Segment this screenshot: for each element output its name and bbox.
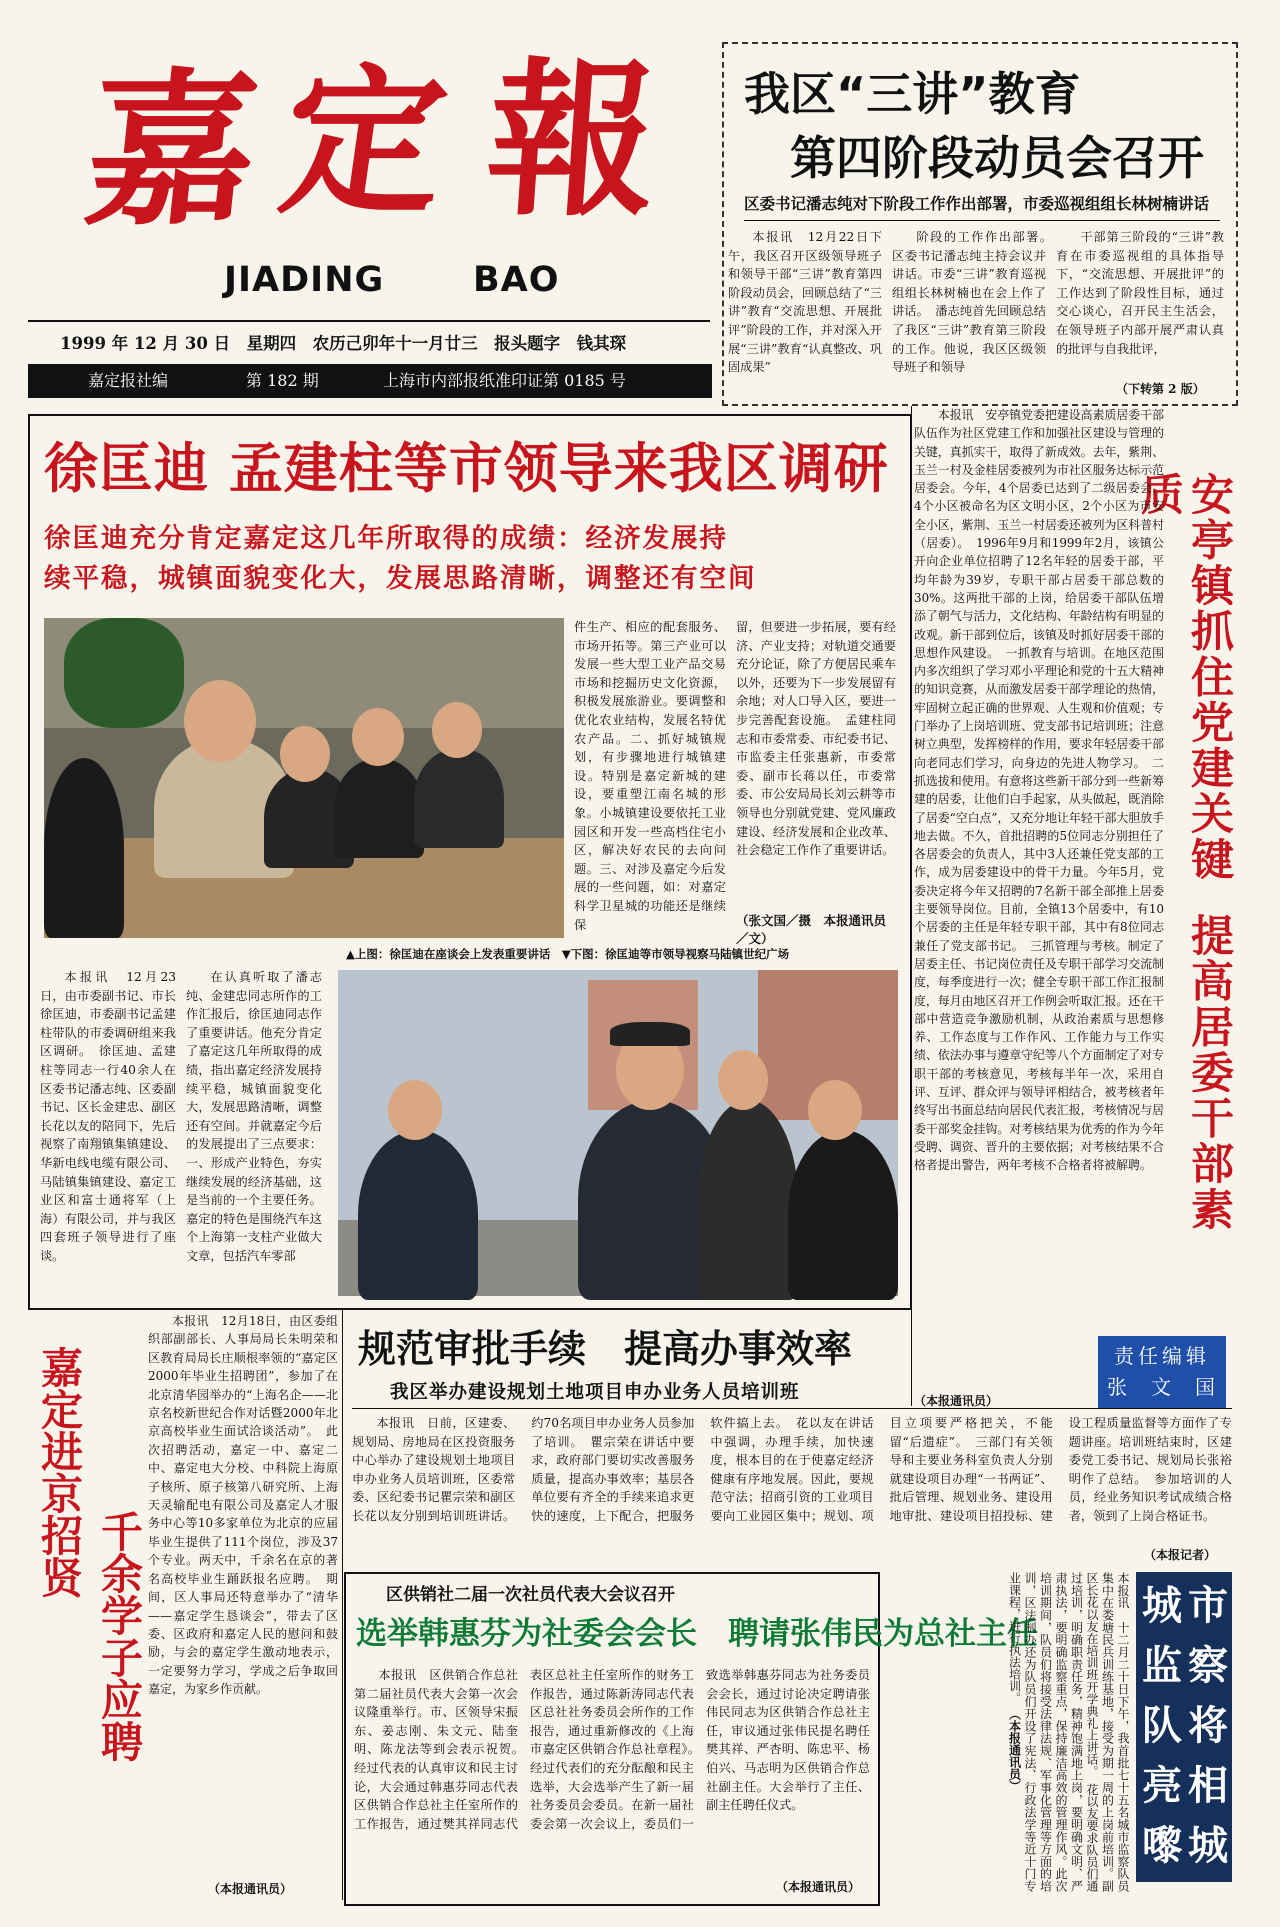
photo-person-9 bbox=[788, 1130, 898, 1300]
story3-byline: （本报通讯员） bbox=[914, 1394, 999, 1408]
story7-title-col-1 bbox=[1186, 1576, 1230, 1876]
photo-head-2 bbox=[280, 726, 330, 782]
photo-hat bbox=[610, 1022, 690, 1046]
story1-text-1: 本报讯 12月22日下午，我区召开区级领导班子和领导干部“三讲”教育第四阶段动员会，回顾总结了“三讲”教育“交流思想、开展批评”阶段的工作，并对深入开展“三讲”教育“认真整改、巩固成果” bbox=[728, 230, 882, 375]
photo-head-3 bbox=[352, 708, 404, 766]
story5-text: 本报讯 日前，区建委、规划局、房地局在区投资服务中心举办了建设规划土地项目申办业务人员培训班，区委常委、区纪委书记瞿宗荣和副区长花以友分别到培训班讲话。约70名项目申办业务人员参加了培训。 瞿宗荣在讲话中要求，政府部门要切实改善服务质量，提高办事效率；基层各单位要有齐全的手续来追求更快的速度，上下配合，把服务软件搞上去。 花以友在讲话中强调，办理手续，加快速度，根本目的在于使嘉定经济健康有序地发展。因此，要规范守法；招商引资的工业项目要向工业园区集中；规划、项目立项要严格把关，不能留“后遗症”。 三部门有关领导和主要业务科室负责人分别就建设项目办理“一书两证”、批后管理、规划业务、建设用地审批、建设项目招投标、建设工程质量监督等方面作了专题讲座。培训班结束时，区建委党工委书记、规划局长张裕明作了总结。 参加培训的人员，经业务知识考试成绩合格者，领到了上岗合格证书。 bbox=[352, 1416, 1232, 1523]
story7-byline: （本报通讯员） bbox=[1007, 1707, 1022, 1792]
story7-char-4: 队 bbox=[1142, 1702, 1182, 1749]
masthead-char-1: 嘉 bbox=[77, 51, 267, 249]
issue-bar bbox=[28, 364, 712, 398]
story2-text-c: 件生产、相应的配套服务、市场开拓等。第三产业可以发展一些大型工业产品交易市场和挖掘历史文化资源，积极发展旅游业。要调整和优化农业结构，发展名特优农产品。二、抓好城镇规划，有步骤地进行城镇建设。特别是嘉定新城的建设，要重塑江南名城的形象。小城镇建设要依托工业园区和开发一些高档住宅小区，解决好农民的去向问题。三、对涉及嘉定今后发展的一些问题，如：对嘉定科学卫星城的功能还是继续保 bbox=[574, 620, 726, 932]
story3-text: 本报讯 安亭镇党委把建设高素质居委干部队伍作为社区党建工作和加强社区建设与管理的关键，真抓实干，取得了新成效。去年，紫荆、玉兰一村及金桂居委被列为市社区服务达标示范居委会。今年，4个居委已达到了二级居委会，4个小区被命名为区文明小区，2个小区为市安全小区，紫荆、玉兰一村居委还被列为区科普村（居委）。 1996年9月和1999年2月，该镇公开向企业单位招聘了12名年轻的居委干部，平均年龄为39岁，专职干部占居委干部总数的30%。这两批干部的上岗，给居委干部队伍增添了朝气与活力，文化结构、年龄结构有明显的改观。新干部到位后，该镇及时抓好居委干部的思想作风建设。 一抓教育与培训。在地区范围内多次组织了学习邓小平理论和党的十五大精神的知识竞赛，从而激发居委干部学理论的热情，牢固树立起正确的世界观、人生观和价值观；专门举办了上岗培训班、党支部书记培训班；注意树立典型，发挥榜样的作用，要求年轻居委干部向老同志们学习，向身边的先进人物学习。 二抓选拔和使用。有意将这些新干部分到一些新筹建的居委，让他们白手起家，从头做起，既消除了居委“空白点”，又充分地让年轻干部大胆放手地去做。不久，首批招聘的5位同志分别担任了各居委会的负责人，其中3人还兼任党支部的工作，成为居委建设中的骨干力量。今年5月，党委决定将今年又招聘的7名新干部全部推上居委主要领导岗位。目前，全镇13个居委中，有10个居委的主任是年轻专职干部，其中有8位同志兼任了党支部书记。 三抓管理与考核。制定了居委主任、书记岗位责任及专职干部学习交流制度，每季度进行一次；健全专职干部工作汇报制度，每月由地区召开工作例会听取汇报。还在干部中营造竞争激励机制，从政治素质与思想修养、工作态度与工作作风、工作能力与工作实绩、依法办事与遵章守纪等八个方面制定了对专职干部的考核意见，考核每半年一次，采用自评、互评、群众评与领导评相结合，被考核者年终写出书面总结向居民代表汇报，考核情况与居委干部奖金挂钩。对考核结果为优秀的作为今年受聘、调资、晋升的主要依据；对考核结果不合格者提出警告，两年考核不合格者将被解聘。 bbox=[914, 408, 1164, 1173]
story7-char-7: 相 bbox=[1188, 1762, 1228, 1809]
photo-head-9 bbox=[808, 1080, 862, 1140]
rule-left-bottom bbox=[342, 1310, 343, 1900]
story1-text-2: 阶段的工作作出部署。 区委书记潘志纯主持会议并讲话。市委“三讲”教育巡视组组长林树楠也在会上作了讲话。 潘志纯首先回顾总结了我区“三讲”教育第三阶段的工作。他说，我区区级领导班子和领导 bbox=[892, 230, 1059, 375]
story2-col-b bbox=[186, 968, 322, 1298]
story4-byline: （本报通讯员） bbox=[208, 1882, 293, 1896]
story1-text-3: 干部第三阶段的“三讲”教育在市委巡视组的具体指导下，“交流思想、开展批评”的工作达到了阶段性目标，通过交心谈心，召开民主生活会，在领导班子内部开展严肃认真的批评与自我批评， bbox=[1056, 230, 1224, 356]
story4-text: 本报讯 12月18日，由区委组织部副部长、人事局局长朱明荣和区教育局局长庄顺根率领的“嘉定区2000年毕业生招聘团”，参加了在北京清华园举办的“上海名企——北京名校新世纪合作对话暨2000年北京高校毕业生面试洽谈活动”。 此次招聘活动，嘉定一中、嘉定二中、嘉定电大分校、中科院上海原子核所、原子核第八研究所、上海天灵输配电有限公司及嘉定人才服务中心等10多家单位为北京的应届毕业生提供了111个岗位，涉及37个专业。两天中，千余名在京的著名高校毕业生踊跃报名应聘。 期间，区人事局还特意举办了“清华——嘉定学生恳谈会”，带去了区委、区政府和嘉定人民的慰问和鼓励，与会的嘉定学生激动地表示，一定要努力学习，学成之后争取回嘉定，为家乡作贡献。 bbox=[148, 1314, 338, 1697]
story7-char-5: 将 bbox=[1188, 1702, 1228, 1749]
story1-col-2 bbox=[892, 228, 1059, 398]
photo-person-5 bbox=[44, 758, 124, 938]
story7-char-9: 城 bbox=[1188, 1822, 1228, 1869]
story2-subhead-1: 徐匡迪充分肯定嘉定这几年所取得的成绩：经济发展持 bbox=[44, 523, 728, 554]
story2-col-a bbox=[40, 968, 176, 1298]
story7-text: 本报讯 十二月二十日下午，我首批七十五名城市监察队员集中在娄塘民兵训练基地，接受为期一周的上岗前培训。副区长花以友在培训班开学典礼上讲话。 花以友要求队员们通过培训，明确职责任务，精神饱满地上岗，要明确文明、严肃执法，要明确监察重点，保持廉洁高效的管理作风。此次培训期间，队员们将接受法律法规、军事化管理等方面的培训，区法制办还为队员们开设了宪法、行政法学等近十门专业课程，进行执法培训。 bbox=[1007, 1572, 1130, 1892]
rule-right-col bbox=[911, 406, 912, 1406]
story6-kicker: 区供销社二届一次社员代表大会议召开 bbox=[386, 1585, 675, 1605]
story-city-patrol bbox=[880, 1572, 1234, 1902]
license-number: 上海市内部报纸准印证第 0185 号 bbox=[383, 371, 626, 390]
story3-title-2: 提高居委干部素质 bbox=[1134, 472, 1234, 1232]
editor-label: 责任编辑 bbox=[1114, 1344, 1210, 1368]
photo-inspection bbox=[338, 970, 898, 1296]
story4-vertical-title-1: 嘉定进京招贤 bbox=[35, 1346, 84, 1598]
masthead-pinyin-1: JIADING bbox=[224, 260, 385, 300]
photo-head-1 bbox=[184, 680, 256, 762]
masthead-char-2: 定 bbox=[270, 48, 458, 236]
photo-person-3 bbox=[334, 758, 424, 858]
photo-head-8 bbox=[718, 1050, 768, 1110]
editor-name: 张 文 国 bbox=[1107, 1375, 1217, 1399]
story7-char-3: 察 bbox=[1188, 1642, 1228, 1689]
issue-number: 第 182 期 bbox=[246, 371, 319, 390]
story-three-lectures bbox=[722, 42, 1238, 406]
story6-byline: （本报通讯员） bbox=[776, 1880, 861, 1894]
story6-text: 本报讯 区供销合作总社第二届社员代表大会第一次会议隆重举行。市、区领导宋振东、姜志刚、朱文元、陆奎明、陈龙法等到会表示祝贺。 经过代表的认真审议和民主讨论，大会通过韩惠芬同志代表区供销合作总社主任室所作的工作报告，通过樊其祥同志代表区总社主任室所作的财务工作报告，通过陈新涛同志代表区总社社务委员会所作的工作报告，通过重新修改的《上海市嘉定区供销合作总社章程》。 经过代表们的充分酝酿和民主选举，大会选举产生了新一届社务委员会委员。在新一届社委会第一次会议上，委员们一致选举韩惠芬同志为社务委员会会长，通过讨论决定聘请张伟民同志为区供销合作总社主任，审议通过张伟民提名聘任樊其祥、严杏明、陈忠平、杨伯兴、马志明为区供销合作总社副主任。大会举行了主任、副主任聘任仪式。 bbox=[354, 1668, 870, 1831]
story6-body bbox=[354, 1666, 870, 1896]
story1-subhead: 区委书记潘志纯对下阶段工作作出部署，市委巡视组组长林树楠讲话 bbox=[744, 194, 1210, 213]
story5-headline: 规范审批手续 提高办事效率 bbox=[358, 1327, 853, 1371]
story7-char-8: 嚟 bbox=[1142, 1822, 1182, 1869]
masthead-title bbox=[77, 41, 728, 290]
story2-byline: （张文国／摄 本报通讯员／文） bbox=[736, 913, 887, 946]
story3-col bbox=[914, 406, 1234, 1396]
photo-caption: ▲上图：徐匡迪在座谈会上发表重要讲话 ▼下图：徐匡迪等市领导视察马陆镇世纪广场 bbox=[346, 947, 790, 961]
story7-body-wrap bbox=[880, 1572, 1130, 1892]
story1-rule bbox=[744, 220, 1220, 221]
story3-title-1: 安亭镇抓住党建关键 bbox=[1184, 472, 1234, 883]
photo-head-4 bbox=[432, 702, 482, 758]
story2-headline: 徐匡迪 孟建柱等市领导来我区调研 bbox=[44, 437, 889, 500]
story2-text-a: 本报讯 12月23日，由市委副书记、市长徐匡迪，市委副书记孟建柱带队的市委调研组来我区调研。 徐匡迪、孟建柱等同志一行40余人在区委书记潘志纯、区委副书记、区长金建忠、副区长花以友的陪同下，先后视察了南翔镇集镇建设、华新电线电缆有限公司、马陆镇集镇建设、嘉定工业区和富士通将军（上海）有限公司，并与我区四套班子领导进行了座谈。 bbox=[40, 970, 176, 1263]
story2-col-c bbox=[574, 618, 726, 948]
story7-title-box bbox=[1136, 1572, 1232, 1882]
story6-headline: 选举韩惠芬为社委会会长 聘请张伟民为总社主任 bbox=[356, 1616, 1038, 1652]
dateline: 1999 年 12 月 30 日 星期四 农历己卯年十一月廿三 报头题字 钱其琛 bbox=[60, 334, 627, 353]
story7-char-1: 市 bbox=[1188, 1582, 1228, 1629]
story2-text-b: 在认真听取了潘志纯、金建忠同志所作的工作汇报后，徐匡迪同志作了重要讲话。他充分肯定了嘉定这几年所取得的成绩，指出嘉定经济发展持续平稳，城镇面貌变化大，发展思路清晰，调整还有空间。并就嘉定今后的发展提出了三点要求：一、形成产业特色，夯实继续发展的经济基础，这是当前的一个主要任务。嘉定的特色是围绕汽车这个上海第一支柱产业做大文章，包括汽车零部 bbox=[186, 970, 322, 1263]
publisher: 嘉定报社编 bbox=[88, 371, 169, 390]
story2-col-d bbox=[736, 618, 896, 928]
story4-col bbox=[148, 1312, 338, 1882]
story-approval-training bbox=[344, 1310, 1234, 1560]
story-city-leaders bbox=[28, 414, 912, 1310]
story1-col-3 bbox=[1056, 228, 1224, 378]
story1-turn: （下转第 2 版） bbox=[1116, 382, 1205, 396]
story1-headline-2: 第四阶段动员会召开 bbox=[790, 131, 1204, 185]
story7-char-0: 城 bbox=[1142, 1582, 1182, 1629]
story7-title-col-2 bbox=[1140, 1576, 1184, 1876]
masthead-char-3: 報 bbox=[481, 41, 663, 239]
story5-byline: （本报记者） bbox=[1144, 1548, 1217, 1562]
photo-head-6 bbox=[388, 1080, 442, 1140]
story3-vertical-title bbox=[1134, 472, 1234, 1232]
story1-col-1 bbox=[728, 228, 882, 398]
story4-vertical-title-2: 千余学子应聘 bbox=[95, 1510, 144, 1762]
photo-person-4 bbox=[414, 748, 504, 848]
story2-text-d: 留，但要进一步拓展，要有经济、产业支持；对轨道交通要充分论证，除了方便居民乘车以外，还要为下一步发展留有余地；对人口导入区，要进一步完善配套设施。 孟建柱同志和市委常委、市纪委书记、市监委主任张惠新，市委常委、副市长蒋以任，市委常委、市公安局局长刘云耕等市领导也分别就党建、党风廉政建设、经济发展和企业改革、社会稳定工作作了重要讲话。 bbox=[736, 620, 896, 858]
story-anting-party bbox=[914, 406, 1234, 1416]
story-recruitment bbox=[28, 1310, 340, 1900]
story5-subhead: 我区举办建设规划土地项目申办业务人员培训班 bbox=[390, 1382, 800, 1403]
masthead-rule bbox=[28, 320, 710, 322]
photo-person-8 bbox=[698, 1100, 798, 1300]
story7-char-2: 监 bbox=[1142, 1642, 1182, 1689]
story5-body bbox=[352, 1414, 1232, 1554]
photo-meeting bbox=[44, 618, 564, 938]
photo-person-6 bbox=[358, 1130, 478, 1300]
story7-char-6: 亮 bbox=[1142, 1762, 1182, 1809]
story-supply-coop bbox=[344, 1572, 1038, 1906]
story5-rule bbox=[352, 1408, 1232, 1409]
masthead-pinyin-2: BAO bbox=[473, 260, 560, 300]
story2-subhead-2: 续平稳，城镇面貌变化大，发展思路清晰，调整还有空间 bbox=[44, 563, 757, 594]
photo-plant bbox=[64, 618, 184, 728]
story1-headline-1: 我区“三讲”教育 bbox=[744, 67, 1081, 121]
